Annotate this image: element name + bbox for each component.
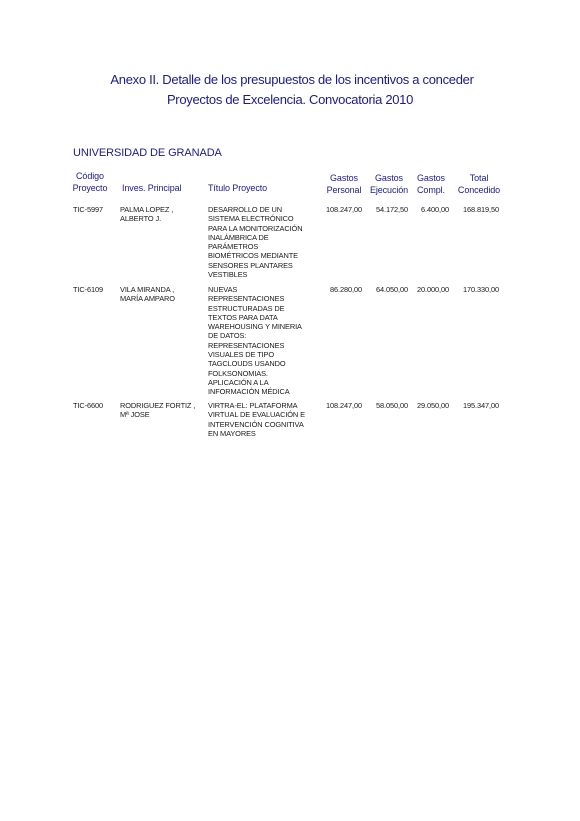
cell-titulo: NUEVAS REPRESENTACIONES ESTRUCTURADAS DE TEXTOS PARA DATA WAREHOUSING Y MINERIA DE DATOS: REPRESENTACIONES VISUALES DE TIPO TAGCLOUDS USANDO FOLKSONOMIAS. APLICACIÓN A LA INFORMACIÓN MÉDICA <box>208 285 302 397</box>
cell-compl: 20.000,00 <box>417 285 449 294</box>
cell-ejecucion: 64.050,00 <box>376 285 408 294</box>
header-codigo: Código Proyecto <box>72 171 108 193</box>
header-personal: Gastos Personal <box>326 173 362 195</box>
cell-titulo: VIRTRA-EL: PLATAFORMA VIRTUAL DE EVALUACIÓN E INTERVENCIÓN COGNITIVA EN MAYORES <box>208 401 305 438</box>
cell-compl: 29.050,00 <box>417 401 449 410</box>
cell-codigo: TIC-5997 <box>73 205 104 214</box>
cell-titulo: DESARROLLO DE UN SISTEMA ELECTRÓNICO PARA LA MONITORIZACIÓN INALÁMBRICA DE PARÁMETROS BIOMÉTRICOS MEDIANTE SENSORES PLANTARES VESTIBLES <box>208 205 303 280</box>
cell-personal: 86.280,00 <box>330 285 362 294</box>
header-total: Total Concedido <box>457 173 501 195</box>
cell-total: 168.819,50 <box>463 205 499 214</box>
cell-codigo: TIC-6109 <box>73 285 104 294</box>
document-title-line-2: Proyectos de Excelencia. Convocatoria 2010 <box>166 92 414 107</box>
university-heading: UNIVERSIDAD DE GRANADA <box>73 147 222 159</box>
cell-personal: 108.247,00 <box>326 401 362 410</box>
cell-personal: 108.247,00 <box>326 205 362 214</box>
cell-investigador: VILA MIRANDA , MARÍA AMPARO <box>120 285 175 304</box>
header-titulo: Título Proyecto <box>208 183 268 193</box>
header-ejecucion: Gastos Ejecución <box>369 173 409 195</box>
cell-investigador: RODRIGUEZ FORTIZ , Mª JOSE <box>120 401 196 420</box>
cell-total: 195.347,00 <box>463 401 499 410</box>
cell-investigador: PALMA LOPEZ , ALBERTO J. <box>120 205 174 224</box>
header-compl: Gastos Compl. <box>417 173 445 195</box>
cell-ejecucion: 58.050,00 <box>376 401 408 410</box>
cell-ejecucion: 54.172,50 <box>376 205 408 214</box>
header-investigador: Inves. Principal <box>122 183 182 193</box>
document-title-line-1: Anexo II. Detalle de los presupuestos de los incentivos a conceder <box>110 72 474 87</box>
cell-total: 170.330,00 <box>463 285 499 294</box>
cell-compl: 6.400,00 <box>421 205 449 214</box>
cell-codigo: TIC-6600 <box>73 401 104 410</box>
